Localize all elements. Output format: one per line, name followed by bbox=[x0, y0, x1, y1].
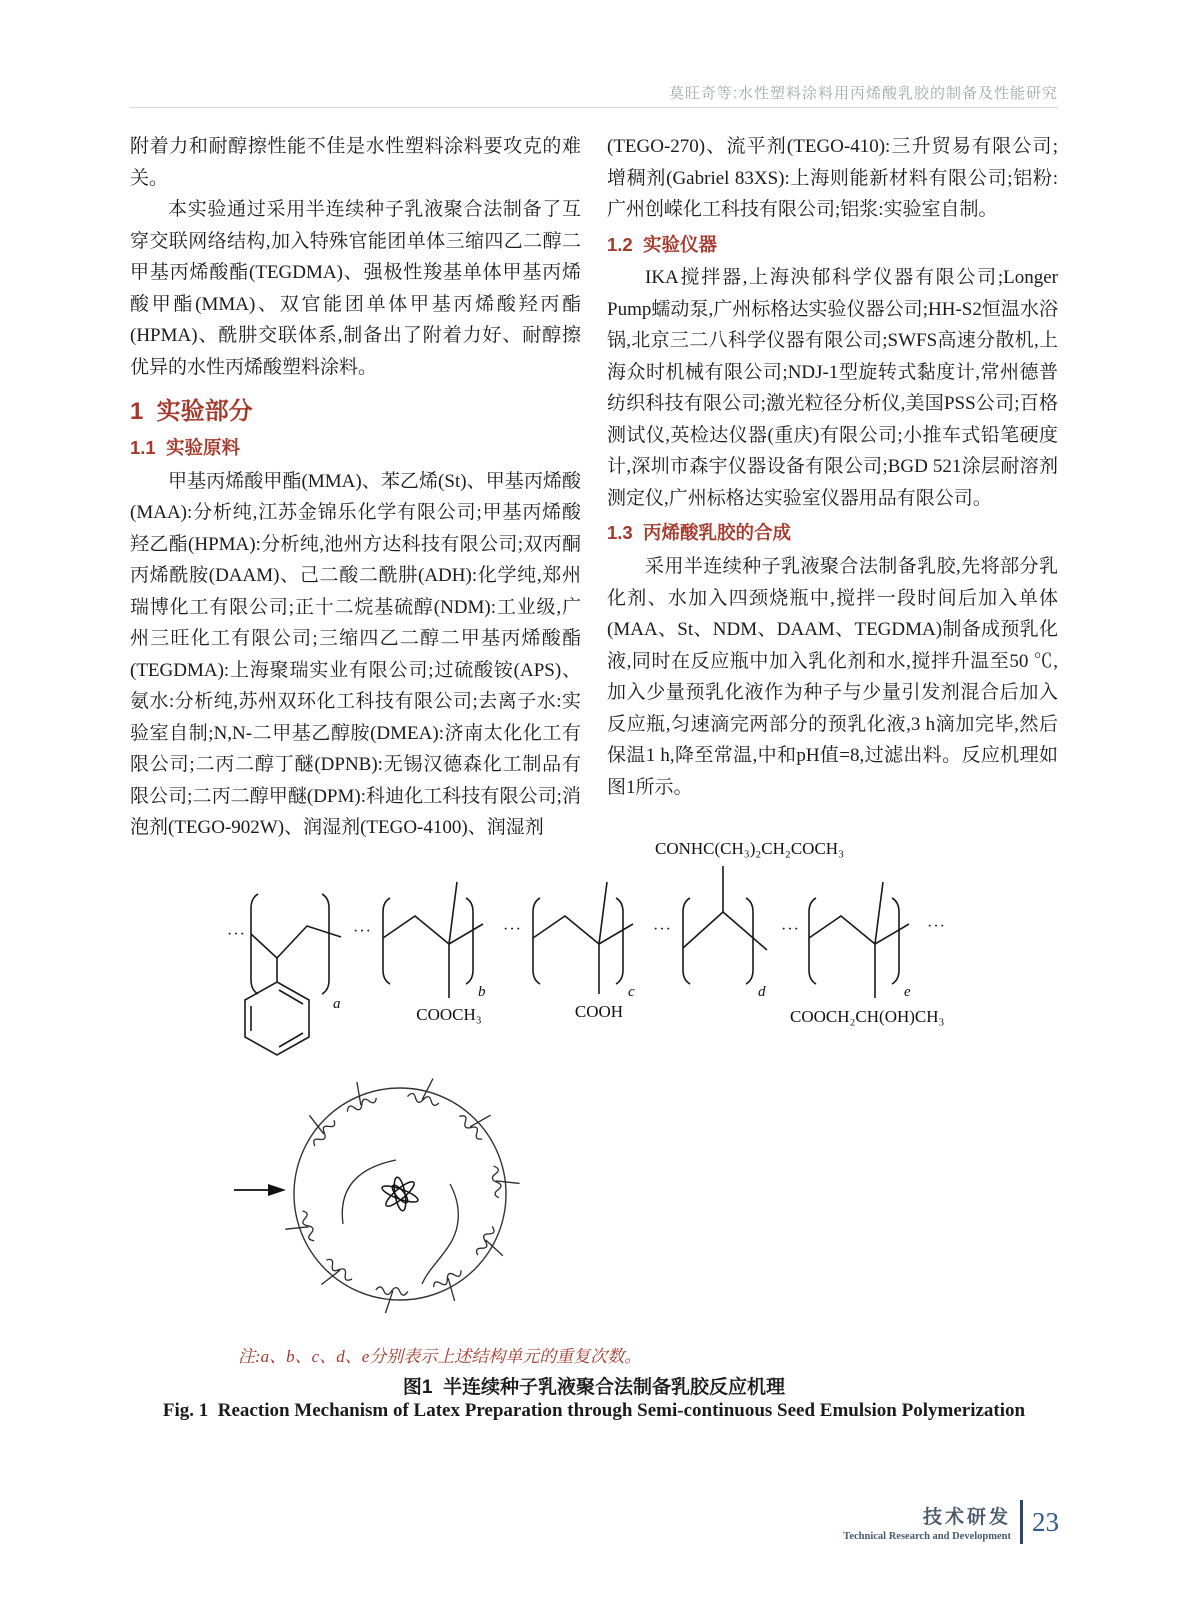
running-head: 莫旺奇等:水性塑料涂料用丙烯酸乳胶的制备及性能研究 bbox=[668, 85, 1058, 102]
bracket-left-c bbox=[533, 898, 540, 984]
figure-caption-en: Fig. 1 Reaction Mechanism of Latex Preparation through Semi-continuous Seed Emulsion Polymerization bbox=[162, 1400, 1026, 1421]
repeat-subscript-c: c bbox=[628, 984, 635, 1000]
chain-dots: ··· bbox=[503, 921, 522, 938]
pendant-label-b: COOCH₃ bbox=[416, 1005, 482, 1024]
bracket-left-b bbox=[383, 898, 390, 984]
footer-section-en: Technical Research and Development bbox=[843, 1531, 1011, 1542]
header-rule bbox=[130, 107, 1058, 108]
right-column bbox=[607, 131, 1058, 844]
left-column bbox=[130, 131, 581, 844]
latex-particle-figure bbox=[228, 1072, 558, 1350]
figure-caption-zh: 图1 半连续种子乳液聚合法制备乳胶反应机理 bbox=[402, 1377, 786, 1398]
bracket-left-d bbox=[683, 898, 690, 984]
methyl-b bbox=[449, 882, 457, 944]
methyl-e bbox=[875, 882, 883, 944]
backbone-b bbox=[383, 916, 483, 944]
bracket-right-b bbox=[466, 898, 473, 984]
repeat-subscript-d: d bbox=[758, 984, 766, 1000]
section-1-1-body-continued: (TEGO-270)、流平剂(TEGO-410):三升贸易有限公司;增稠剂(Gabriel 83XS):上海则能新材料有限公司;铝粉:广州创嵘化工科技有限公司;铝浆:实验室自制。 bbox=[607, 136, 1058, 220]
chain-dots: ··· bbox=[781, 921, 800, 938]
page-footer bbox=[843, 1500, 1059, 1544]
bracket-left-e bbox=[809, 898, 816, 984]
intro-paragraph-2: 本实验通过采用半连续种子乳液聚合法制备了互穿交联网络结构,加入特殊官能团单体三缩四乙二醇二甲基丙烯酸酯(TEGDMA)、强极性羧基单体甲基丙烯酸甲酯(MMA)、双官能团单体甲基丙烯酸羟丙酯(HPMA)、酰肼交联体系,制备出了附着力好、耐醇擦优异的水性丙烯酸塑料涂料。 bbox=[130, 199, 581, 378]
chain-dots: ··· bbox=[227, 926, 246, 943]
radical-scribble bbox=[380, 1176, 419, 1211]
bracket-right-a bbox=[322, 894, 329, 994]
section-1-heading: 1 实验部分 bbox=[130, 398, 253, 425]
backbone-d bbox=[683, 912, 767, 950]
arrow-icon bbox=[234, 1184, 286, 1196]
intro-paragraph-1: 附着力和耐醇擦性能不佳是水性塑料涂料要攻克的难关。 bbox=[130, 136, 581, 189]
chain-dots: ··· bbox=[353, 923, 372, 940]
bracket-left-a bbox=[251, 894, 258, 994]
methyl-c bbox=[599, 882, 607, 944]
repeat-subscript-b: b bbox=[478, 984, 486, 1000]
footer-section bbox=[843, 1502, 1011, 1542]
footer-divider bbox=[1020, 1500, 1023, 1544]
section-1-3-body: 采用半连续种子乳液聚合法制备乳胶,先将部分乳化剂、水加入四颈烧瓶中,搅拌一段时间后加入单体(MAA、St、NDM、DAAM、TEGDMA)制备成预乳化液,同时在反应瓶中加入乳化剂和水,搅拌升温至50 ℃,加入少量预乳化液作为种子与少量引发剂混合后加入反应瓶,匀速滴完两部分的预乳化液,3 h滴加完毕,然后保温1 h,降至常温,中和pH值=8,过滤出料。反应机理如图1所示。 bbox=[607, 556, 1058, 798]
chain-dots: ··· bbox=[927, 918, 946, 935]
backbone-a bbox=[251, 926, 341, 958]
particle-circle bbox=[294, 1088, 506, 1300]
repeat-subscript-e: e bbox=[904, 984, 911, 1000]
pendant-label-c: COOH bbox=[574, 1002, 624, 1021]
chain-dots: ··· bbox=[653, 921, 672, 938]
backbone-c bbox=[533, 916, 633, 944]
bracket-right-c bbox=[616, 898, 623, 984]
bracket-right-d bbox=[746, 898, 753, 984]
figure-note: 注:a、b、c、d、e分别表示上述结构单元的重复次数。 bbox=[238, 1347, 642, 1366]
section-1-3-heading: 1.3 丙烯酸乳胶的合成 bbox=[607, 522, 791, 544]
bracket-right-e bbox=[892, 898, 899, 984]
page-number: 23 bbox=[1032, 1506, 1059, 1537]
section-1-1-heading: 1.1 实验原料 bbox=[130, 437, 240, 458]
pendant-label-d: CONHC(CH₃)₂CH₂COCH₃ bbox=[655, 839, 845, 858]
section-1-2-body: IKA搅拌器,上海泱郁科学仪器有限公司;Longer Pump蠕动泵,广州标格达实验仪器公司;HH-S2恒温水浴锅,北京三二八科学仪器有限公司;SWFS高速分散机,上海众时机械有限公司;NDJ-1型旋转式黏度计,常州德普纺织科技有限公司;激光粒径分析仪,美国PSS公司;百格测试仪,英检达仪器(重庆)有限公司;小推车式铅笔硬度计,深圳市森宇仪器设备有限公司;BGD 521涂层耐溶剂测定仪,广州标格达实验室仪器用品有限公司。 bbox=[607, 267, 1058, 509]
backbone-e bbox=[809, 916, 909, 944]
pendant-label-e: COOCH₂CH(OH)CH₃ bbox=[790, 1007, 945, 1026]
benzene-ring bbox=[245, 982, 309, 1055]
polymer-structure-figure bbox=[225, 836, 975, 1068]
repeat-subscript-a: a bbox=[333, 996, 341, 1012]
footer-section-zh: 技术研发 bbox=[922, 1507, 1011, 1528]
two-column-body bbox=[130, 131, 1058, 844]
section-1-1-body: 甲基丙烯酸甲酯(MMA)、苯乙烯(St)、甲基丙烯酸(MAA):分析纯,江苏金锦乐化学有限公司;甲基丙烯酸羟乙酯(HPMA):分析纯,池州方达科技有限公司;双丙酮丙烯酰胺(DAAM)、己二酸二酰肼(ADH):化学纯,郑州瑞博化工有限公司;正十二烷基硫醇(NDM):工业级,广州三旺化工有限公司;三缩四乙二醇二甲基丙烯酸酯(TEGDMA):上海聚瑞实业有限公司;过硫酸铵(APS)、氨水:分析纯,苏州双环化工科技有限公司;去离子水:实验室自制;N,N-二甲基乙醇胺(DMEA):济南太化化工有限公司;二丙二醇丁醚(DPNB):无锡汉德森化工制品有限公司;二丙二醇甲醚(DPM):科迪化工科技有限公司;消泡剂(TEGO-902W)、润湿剂(TEGO-4100)、润湿剂 bbox=[130, 470, 581, 839]
section-1-2-heading: 1.2 实验仪器 bbox=[607, 233, 717, 255]
